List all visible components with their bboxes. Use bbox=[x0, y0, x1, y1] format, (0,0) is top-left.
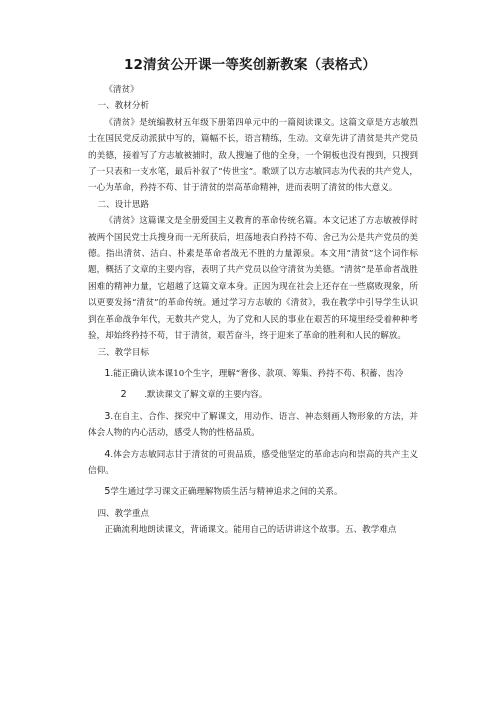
objective-text: .在自主、合作、探究中了解课文，用动作、语言、神态刻画人物形象的方法，并体会人物的内心活动，感受人物的性格品质。 bbox=[88, 411, 418, 439]
key-points-paragraph: 正确流利地朗读课文，背诵课文。能用自己的话讲讲这个故事。五、教学难点 bbox=[104, 525, 397, 536]
objective-number: 5 bbox=[104, 486, 111, 498]
objective-text: .默读课文了解文章的主要内容。 bbox=[144, 390, 268, 401]
objective-item bbox=[88, 387, 418, 403]
materials-paragraph: 《清贫》是统编教材五年级下册第四单元中的一篇阅读课文。这篇文章是方志敏烈士在国民党反动派狱中写的，篇幅不长，语言精练，生动。文章先讲了清贫是共产党员的美德，接着写了方志敏被捕时，敌人搜遍了他的全身，一个铜板也没有搜到，只搜到了一只表和一支水笔，最后补叙了“传世宝”。歌颂了以方志敏同志为代表的共产党人，一心为革命，矜持不苟、甘于清贫的崇高革命精神，进而表明了清贫的伟大意义。 bbox=[88, 117, 418, 194]
section-heading-key-points: 四、教学重点 bbox=[97, 508, 150, 519]
document-title: 12清贫公开课一等奖创新教案（表格式） bbox=[123, 57, 377, 73]
objective-number: 2 bbox=[120, 389, 127, 401]
objective-item bbox=[88, 447, 418, 480]
objective-text: 学生通过学习课文正确理解物质生活与精神追求之间的关系。 bbox=[110, 487, 343, 498]
objective-item bbox=[88, 409, 418, 442]
objective-text: .能正确认读本课10个生字，理解“奢侈、款项、筹集、矜持不苟、积蓄、齿冷 bbox=[110, 368, 404, 379]
section-heading-objectives: 三、教学目标 bbox=[97, 347, 150, 358]
objective-number: 4 bbox=[104, 448, 111, 460]
document-body bbox=[88, 82, 418, 539]
objective-number: 1 bbox=[104, 367, 111, 379]
objective-item bbox=[88, 484, 418, 500]
objective-item bbox=[88, 366, 418, 382]
objective-text: .体会方志敏同志甘于清贫的可贵品质，感受他坚定的革命志向和崇高的共产主义信仰。 bbox=[88, 449, 418, 476]
objective-number: 3 bbox=[104, 410, 111, 422]
section-heading-materials: 一、教材分析 bbox=[97, 101, 150, 112]
design-paragraph: 《清贫》这篇课文是全册爱国主义教育的革命传统名篇。本文记述了方志敏被俘时被两个国民党士兵搜身而一无所获后，坦荡地表白矜持不苟、舍己为公是共产党员的美德。指出清贫、洁白、朴素是革命者战无不胜的力量源泉。本文用“清贫”这个词作标题，概括了文章的主要内容，表明了共产党员以俭守清贫为美德。“清贫”是革命者战胜困难的精神力量，它超越了这篇文章本身。正因为现在社会上还存在一些腐败现象，所以更要发扬“清贫”的革命传统。通过学习方志敏的《清贫》，我在教学中引导学生认识到在革命战争年代，无数共产党人，为了党和人民的事业在艰苦的环境里经受着种种考验，却始终矜持不苟，甘于清贫，艰苦奋斗，终于迎来了革命的胜利和人民的解放。 bbox=[88, 216, 418, 342]
lesson-subtitle: 《清贫》 bbox=[104, 85, 139, 95]
section-heading-design: 二、设计思路 bbox=[97, 199, 150, 210]
